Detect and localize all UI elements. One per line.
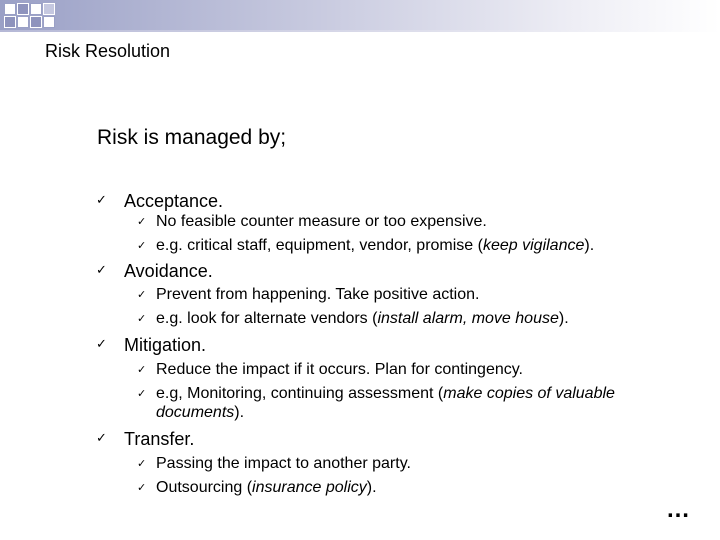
text-segment: No feasible counter measure or too expensive. xyxy=(156,213,487,230)
decor-square xyxy=(4,3,16,15)
bullet-item xyxy=(96,260,213,282)
checkmark-icon: ✓ xyxy=(137,363,147,376)
sub-bullet-item xyxy=(137,454,697,473)
text-segment: Passing the impact to another party. xyxy=(156,455,411,472)
text-segment: e.g, Monitoring, continuing assessment ( xyxy=(156,385,444,402)
checkmark-icon: ✓ xyxy=(137,481,147,494)
sub-bullet-text xyxy=(156,236,697,255)
checkmark-icon: ✓ xyxy=(96,263,107,278)
bullet-item xyxy=(96,428,194,450)
checkmark-icon: ✓ xyxy=(96,193,107,208)
checkmark-icon: ✓ xyxy=(137,457,147,470)
italic-example-text: insurance policy xyxy=(252,479,367,496)
text-segment: ). xyxy=(234,404,245,421)
sub-bullet-text xyxy=(156,454,697,473)
decor-square xyxy=(17,3,29,15)
sub-bullet-text xyxy=(156,212,697,231)
text-segment: ). xyxy=(558,310,569,327)
sub-bullet-text xyxy=(156,309,697,328)
sub-bullet-text xyxy=(156,285,697,304)
bullet-item xyxy=(96,334,206,356)
italic-example-text: install alarm, move house xyxy=(377,310,559,327)
checkmark-icon: ✓ xyxy=(137,215,147,228)
sub-bullet-item xyxy=(137,384,697,422)
checkmark-icon: ✓ xyxy=(137,288,147,301)
checkmark-icon: ✓ xyxy=(137,387,147,400)
sub-bullet-item xyxy=(137,478,697,497)
text-segment: e.g. look for alternate vendors ( xyxy=(156,310,378,327)
bullet-label: Avoidance. xyxy=(124,261,213,281)
sub-bullet-text xyxy=(156,478,697,497)
bullet-label: Acceptance. xyxy=(124,191,224,211)
text-segment: ). xyxy=(366,479,377,496)
header-decoration-band xyxy=(0,0,720,30)
text-segment: Reduce the impact if it occurs. Plan for contingency. xyxy=(156,361,523,378)
sub-bullet-text xyxy=(156,360,697,379)
sub-bullet-item xyxy=(137,309,697,328)
sub-bullet-item xyxy=(137,212,697,231)
sub-bullet-item xyxy=(137,236,697,255)
text-segment: e.g. critical staff, equipment, vendor, promise ( xyxy=(156,237,483,254)
decor-square xyxy=(4,16,16,28)
bullet-item xyxy=(96,190,223,212)
slide-title: Risk Resolution xyxy=(45,41,171,61)
italic-example-text: make copies of valuable documents xyxy=(156,385,615,421)
decor-square xyxy=(43,3,55,15)
checkmark-icon: ✓ xyxy=(96,337,107,352)
text-segment: Prevent from happening. Take positive action. xyxy=(156,286,480,303)
text-segment: ). xyxy=(584,237,595,254)
lead-text: Risk is managed by; xyxy=(97,126,287,149)
sub-bullet-text xyxy=(156,384,697,422)
decor-square xyxy=(43,16,55,28)
italic-example-text: keep vigilance xyxy=(482,237,585,254)
bullet-label: Transfer. xyxy=(124,429,195,449)
text-segment: Outsourcing ( xyxy=(156,479,253,496)
decor-square xyxy=(30,3,42,15)
checkmark-icon: ✓ xyxy=(96,431,107,446)
sub-bullet-item xyxy=(137,285,697,304)
continuation-ellipsis: … xyxy=(666,496,691,523)
sub-bullet-item xyxy=(137,360,697,379)
decor-square xyxy=(30,16,42,28)
checkmark-icon: ✓ xyxy=(137,312,147,325)
header-underline xyxy=(0,30,720,32)
bullet-label: Mitigation. xyxy=(124,335,207,355)
checkmark-icon: ✓ xyxy=(137,239,147,252)
decor-square xyxy=(17,16,29,28)
